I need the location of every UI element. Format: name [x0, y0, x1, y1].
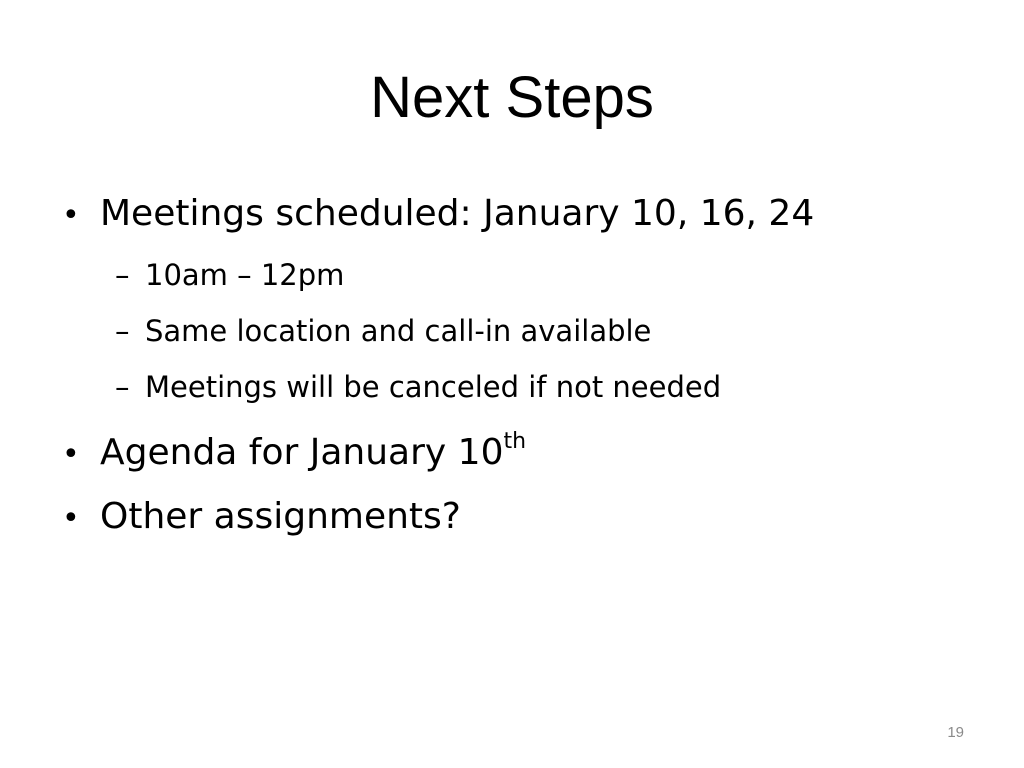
- subbullet-meeting-time: [115, 257, 344, 293]
- bullet-marker: •: [62, 437, 80, 472]
- bullet-agenda: [62, 431, 526, 477]
- bullet-marker: •: [62, 198, 80, 233]
- bullet-other-assignments: [62, 495, 461, 541]
- sub-bullet-marker: –: [115, 370, 130, 404]
- sub-bullet-text: 10am – 12pm: [145, 258, 345, 292]
- sub-bullet-text: Same location and call-in available: [145, 314, 652, 348]
- bullet-text: Other assignments?: [100, 496, 461, 537]
- ordinal-superscript: th: [503, 429, 527, 454]
- sub-bullet-marker: –: [115, 258, 130, 292]
- sub-bullet-text: Meetings will be canceled if not needed: [145, 370, 722, 404]
- page-number: 19: [947, 724, 964, 741]
- sub-bullet-marker: –: [115, 314, 130, 348]
- subbullet-meeting-location: [115, 313, 651, 349]
- slide-title: Next Steps: [370, 65, 654, 130]
- bullet-marker: •: [62, 501, 80, 536]
- bullet-text: Meetings scheduled: January 10, 16, 24: [100, 193, 815, 234]
- bullet-meetings-scheduled: [62, 192, 814, 238]
- subbullet-meeting-cancellation: [115, 369, 721, 405]
- bullet-text: Agenda for January 10: [100, 432, 504, 473]
